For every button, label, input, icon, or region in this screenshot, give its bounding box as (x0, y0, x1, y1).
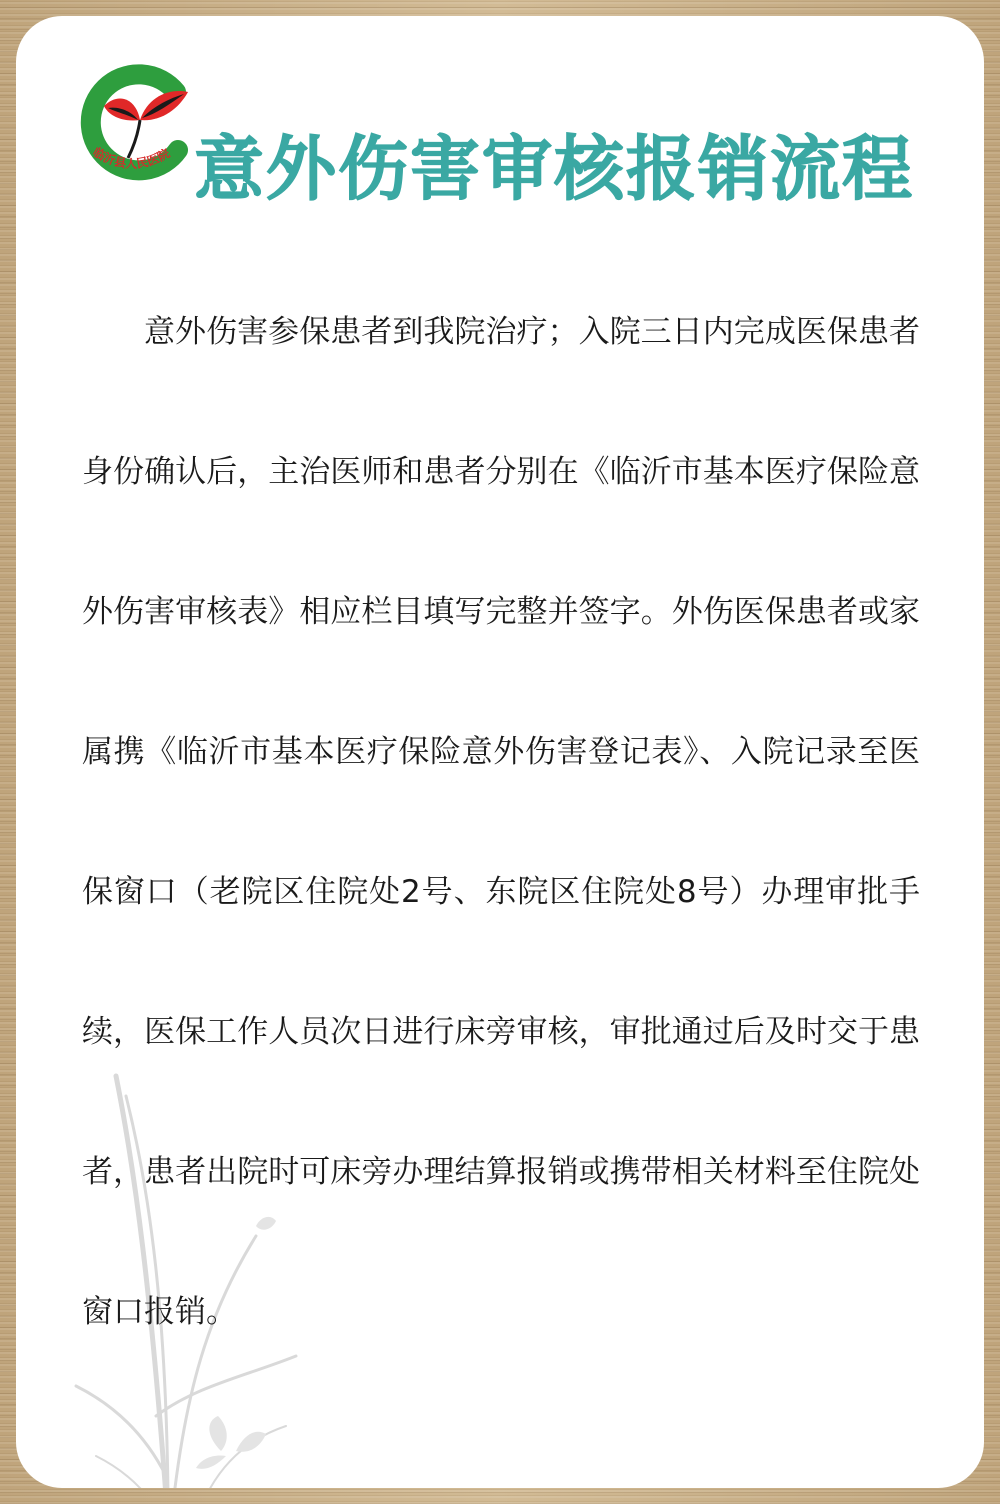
body-paragraph: 意外伤害参保患者到我院治疗；入院三日内完成医保患者身份确认后，主治医师和患者分别在《临沂市基本医疗保险意外伤害审核表》相应栏目填写完整并签字。外伤医保患者或家属携《临沂市基本医疗保险意外伤害登记表》、入院记录至医保窗口（老院区住院处2号、东院区住院处8号）办理审批手续，医保工作人员次日进行床旁审核，审批通过后及时交于患者，患者出院时可床旁办理结算报销或携带相关材料至住院处窗口报销。 (82, 314, 920, 1330)
notice-panel (16, 16, 984, 1488)
logo-text: 临沂县人民医院 (90, 144, 173, 171)
page-title: 意外伤害审核报销流程 (194, 128, 914, 210)
hospital-logo-icon (78, 62, 198, 182)
